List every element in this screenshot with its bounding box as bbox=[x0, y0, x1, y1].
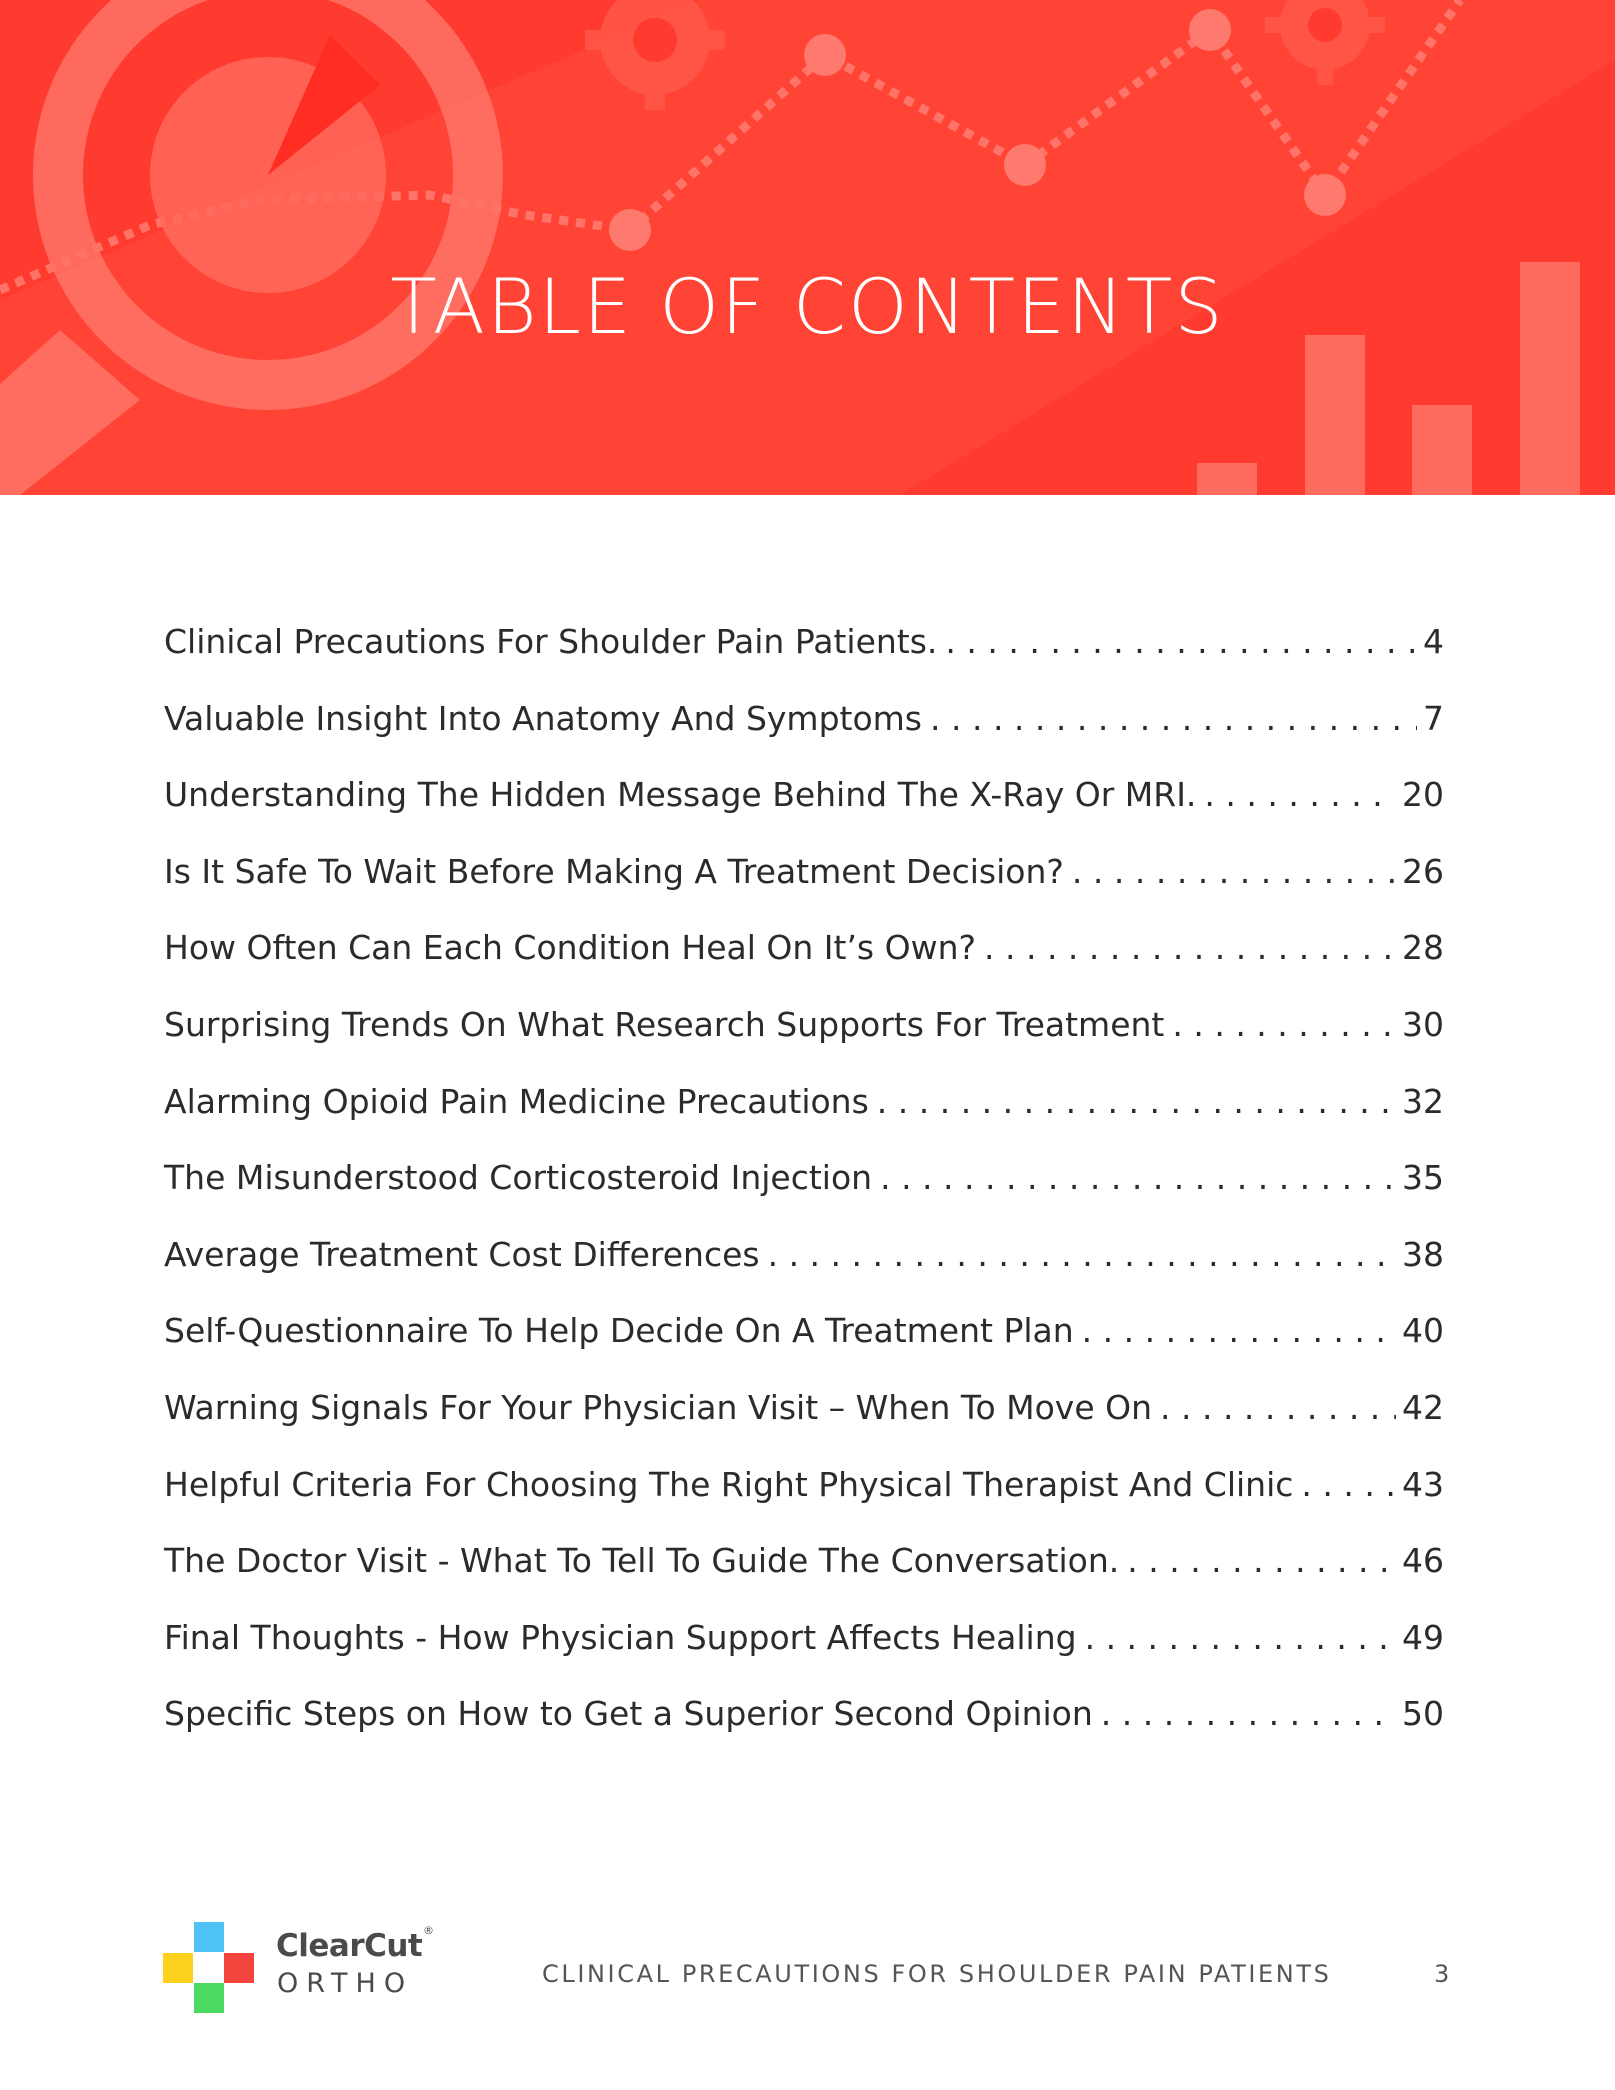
toc-dot-leader bbox=[1101, 1694, 1396, 1733]
toc-entry-page-number: 50 bbox=[1402, 1694, 1444, 1734]
toc-dot-leader bbox=[1072, 852, 1396, 891]
toc-entry-page-number: 49 bbox=[1402, 1617, 1444, 1657]
toc-entry[interactable] bbox=[164, 1005, 1444, 1082]
toc-entry-title: Specific Steps on How to Get a Superior Second Opinion bbox=[164, 1694, 1093, 1734]
toc-dot-leader bbox=[1172, 1005, 1396, 1044]
toc-entry[interactable] bbox=[164, 1541, 1444, 1618]
toc-entry[interactable] bbox=[164, 1311, 1444, 1388]
toc-entry-title: Is It Safe To Wait Before Making A Treatment Decision? bbox=[164, 851, 1064, 891]
toc-dot-leader bbox=[768, 1235, 1396, 1274]
toc-dot-leader bbox=[1082, 1311, 1396, 1350]
toc-entry-title: The Doctor Visit - What To Tell To Guide The Conversation. bbox=[164, 1541, 1120, 1581]
toc-entry-page-number: 43 bbox=[1402, 1464, 1444, 1504]
toc-entry-page-number: 32 bbox=[1402, 1081, 1444, 1121]
toc-entry-page-number: 40 bbox=[1402, 1311, 1444, 1351]
toc-dot-leader bbox=[1127, 1541, 1396, 1580]
header-banner bbox=[0, 0, 1615, 495]
toc-entry[interactable] bbox=[164, 1158, 1444, 1235]
toc-entry-title: Final Thoughts - How Physician Support Affects Healing bbox=[164, 1617, 1077, 1657]
logo-wordmark-ortho: ORTHO bbox=[277, 1968, 414, 1999]
toc-entry[interactable] bbox=[164, 775, 1444, 852]
toc-entry[interactable] bbox=[164, 1694, 1444, 1771]
toc-dot-leader bbox=[984, 928, 1396, 967]
toc-entry-title: The Misunderstood Corticosteroid Injection bbox=[164, 1158, 873, 1198]
toc-entry-title: Clinical Precautions For Shoulder Pain Patients. bbox=[164, 622, 938, 661]
toc-dot-leader bbox=[930, 699, 1417, 738]
toc-dot-leader bbox=[877, 1082, 1396, 1121]
toc-entry[interactable] bbox=[164, 1465, 1444, 1542]
toc-entry-title: Helpful Criteria For Choosing The Right Physical Therapist And Clinic bbox=[164, 1464, 1294, 1504]
toc-entry[interactable] bbox=[164, 928, 1444, 1005]
footer-page-number: 3 bbox=[1434, 1960, 1450, 1988]
toc-entry-title: Self-Questionnaire To Help Decide On A Treatment Plan bbox=[164, 1311, 1074, 1351]
toc-entry-page-number: 28 bbox=[1402, 928, 1444, 968]
toc-entry[interactable] bbox=[164, 1618, 1444, 1695]
toc-entry-title: Understanding The Hidden Message Behind The X-Ray Or MRI. bbox=[164, 775, 1197, 815]
clearcut-ortho-logo bbox=[163, 1918, 434, 2014]
toc-entry-page-number: 26 bbox=[1402, 851, 1444, 891]
footer-document-title: CLINICAL PRECAUTIONS FOR SHOULDER PAIN PATIENTS bbox=[542, 1960, 1332, 1988]
table-of-contents bbox=[164, 622, 1444, 1771]
toc-entry-page-number: 30 bbox=[1402, 1004, 1444, 1044]
toc-dot-leader bbox=[1160, 1388, 1396, 1427]
toc-dot-leader bbox=[880, 1158, 1396, 1197]
toc-entry[interactable] bbox=[164, 1235, 1444, 1312]
toc-entry-title: Average Treatment Cost Differences bbox=[164, 1234, 760, 1274]
toc-entry[interactable] bbox=[164, 1388, 1444, 1465]
toc-entry-title: Valuable Insight Into Anatomy And Symptoms bbox=[164, 698, 922, 738]
toc-entry-title: How Often Can Each Condition Heal On It’s Own? bbox=[164, 928, 977, 968]
logo-registered-mark: ® bbox=[423, 1924, 434, 1937]
toc-entry-page-number: 7 bbox=[1423, 698, 1444, 738]
toc-entry[interactable] bbox=[164, 852, 1444, 929]
toc-entry[interactable] bbox=[164, 1082, 1444, 1159]
logo-wordmark-clearcut: ClearCut bbox=[276, 1928, 423, 1964]
toc-dot-leader bbox=[1301, 1465, 1396, 1504]
logo-cross-icon bbox=[163, 1922, 255, 2014]
toc-dot-leader bbox=[1204, 775, 1396, 814]
toc-entry-page-number: 35 bbox=[1402, 1158, 1444, 1198]
toc-dot-leader bbox=[945, 622, 1417, 661]
toc-entry-page-number: 42 bbox=[1402, 1387, 1444, 1427]
toc-entry-title: Alarming Opioid Pain Medicine Precautions bbox=[164, 1081, 869, 1121]
toc-dot-leader bbox=[1085, 1618, 1396, 1657]
toc-entry-title: Surprising Trends On What Research Supports For Treatment bbox=[164, 1004, 1165, 1044]
toc-entry-page-number: 38 bbox=[1402, 1234, 1444, 1274]
toc-entry[interactable] bbox=[164, 699, 1444, 776]
header-illustration bbox=[0, 0, 1615, 495]
toc-entry-page-number: 4 bbox=[1423, 622, 1444, 661]
toc-entry-title: Warning Signals For Your Physician Visit – When To Move On bbox=[164, 1387, 1153, 1427]
toc-entry-page-number: 46 bbox=[1402, 1541, 1444, 1581]
toc-entry[interactable] bbox=[164, 622, 1444, 699]
page-title: TABLE OF CONTENTS bbox=[390, 262, 1225, 351]
toc-entry-page-number: 20 bbox=[1402, 775, 1444, 815]
